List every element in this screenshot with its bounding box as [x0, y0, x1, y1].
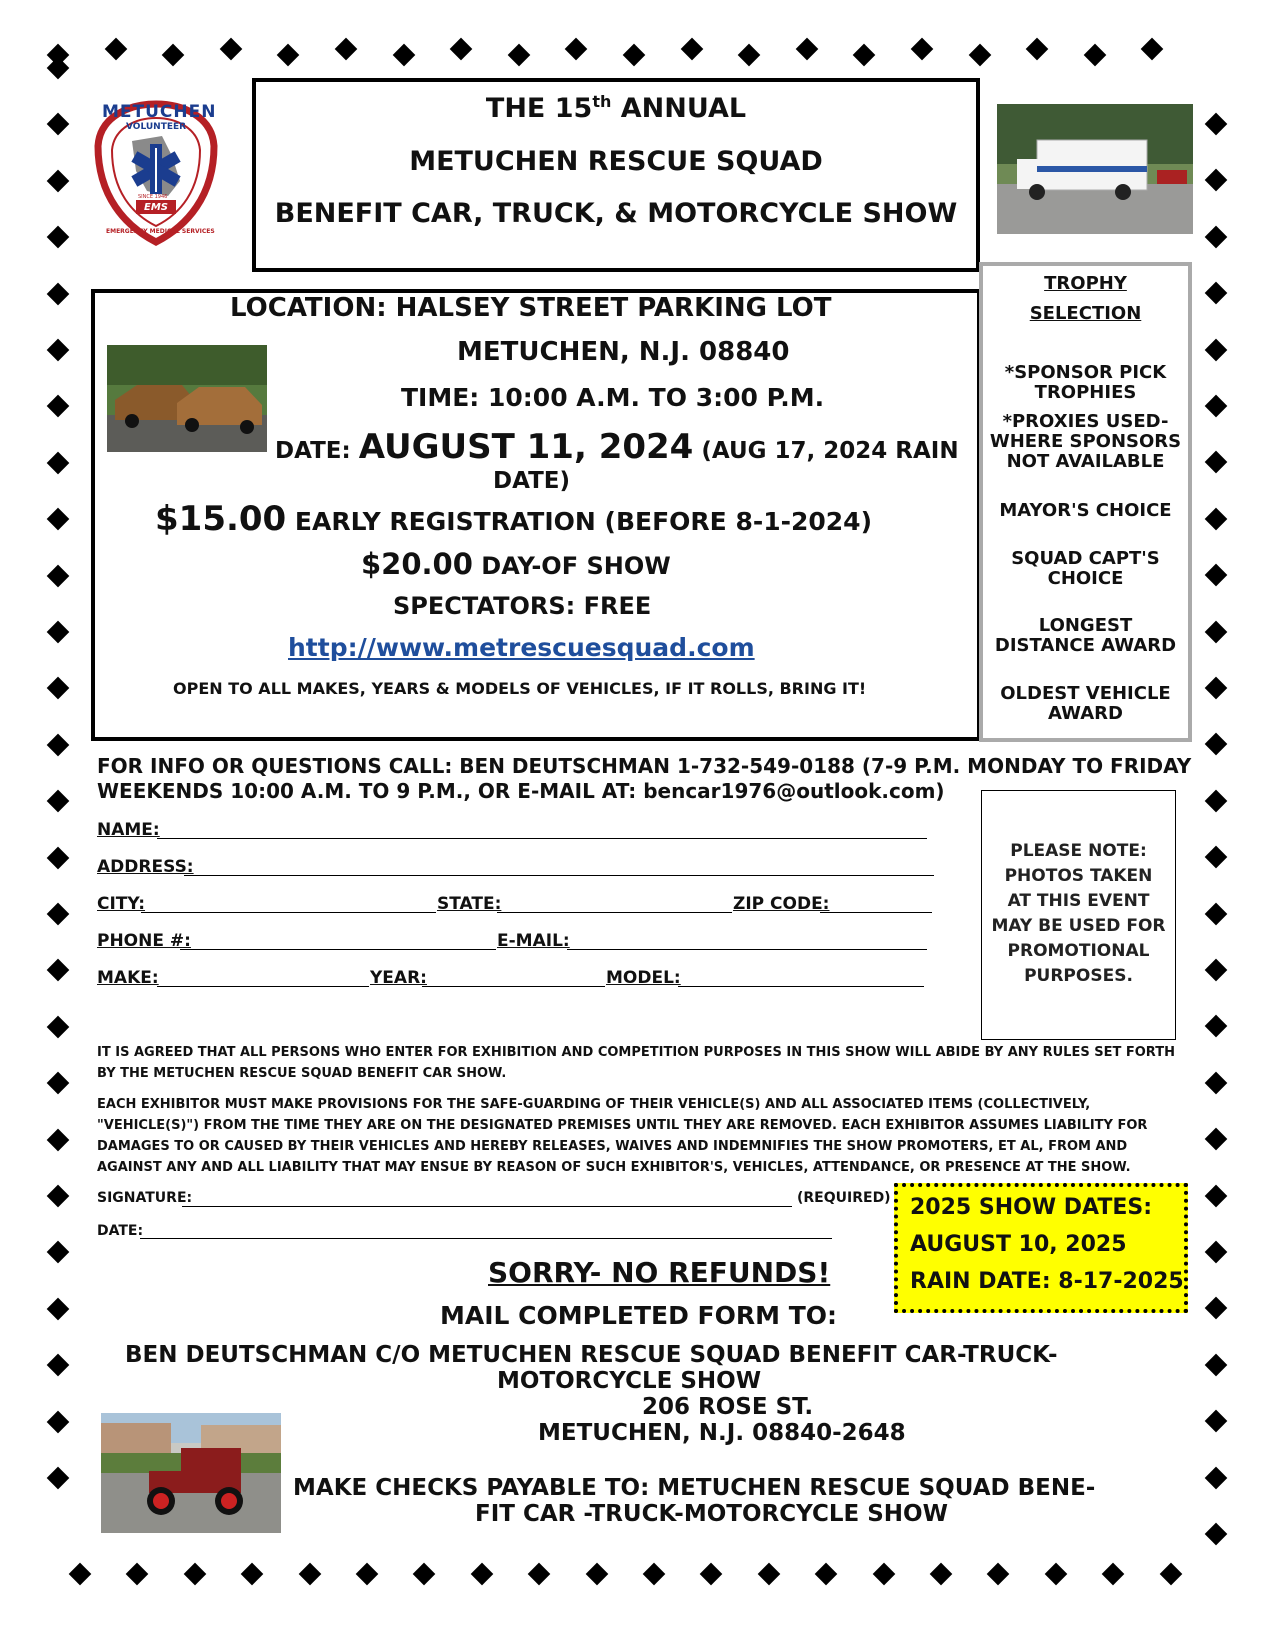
border-diamond [241, 1563, 264, 1586]
border-diamond [1205, 113, 1228, 136]
trophy-item: *SPONSOR PICK TROPHIES [1004, 362, 1167, 403]
border-diamond [1205, 1523, 1228, 1546]
phone-field[interactable] [180, 949, 496, 950]
border-diamond [1205, 1128, 1228, 1151]
border-diamond [680, 38, 703, 61]
day-of-show [361, 547, 671, 581]
model-field[interactable] [678, 986, 924, 987]
border-diamond [1141, 38, 1164, 61]
border-diamond [47, 1072, 70, 1095]
border-diamond [392, 44, 415, 67]
border-diamond [47, 790, 70, 813]
border-diamond [413, 1563, 436, 1586]
trophy-item: LONGEST DISTANCE AWARD [994, 615, 1177, 656]
spectators-line: SPECTATORS: FREE [393, 592, 652, 620]
early-registration [155, 499, 872, 539]
logo-since: SINCE 1946 [138, 194, 168, 200]
day-text: DAY-OF SHOW [472, 552, 671, 580]
note-line: MAY BE USED FOR [991, 916, 1166, 936]
border-diamond [1205, 1015, 1228, 1038]
model-label: MODEL: [606, 968, 681, 988]
border-diamond [643, 1563, 666, 1586]
border-diamond [47, 57, 70, 80]
border-diamond [47, 113, 70, 136]
border-diamond [126, 1563, 149, 1586]
open-to-all-line: OPEN TO ALL MAKES, YEARS & MODELS OF VEHICLES, IF IT ROLLS, BRING IT! [173, 679, 867, 698]
border-diamond [47, 1410, 70, 1433]
border-diamond [47, 282, 70, 305]
dates-2025-title: 2025 SHOW DATES: [910, 1195, 1153, 1220]
note-line: AT THIS EVENT [1007, 891, 1150, 911]
border-diamond [47, 451, 70, 474]
border-diamond [1205, 1297, 1228, 1320]
border-diamond [1205, 169, 1228, 192]
title-line-3: BENEFIT CAR, TRUCK, & MOTORCYCLE SHOW [274, 198, 958, 229]
border-diamond [738, 44, 761, 67]
border-diamond [1102, 1563, 1125, 1586]
border-diamond [1205, 282, 1228, 305]
state-field[interactable] [497, 912, 732, 913]
date-label: DATE: [275, 438, 359, 464]
time-line: TIME: 10:00 A.M. TO 3:00 P.M. [401, 383, 825, 412]
date-main: AUGUST 11, 2024 [358, 427, 694, 467]
border-diamond [183, 1563, 206, 1586]
border-diamond [1205, 789, 1228, 812]
checks-payable-2: FIT CAR -TRUCK-MOTORCYCLE SHOW [475, 1501, 948, 1527]
border-diamond [1205, 1184, 1228, 1207]
checks-payable-1: MAKE CHECKS PAYABLE TO: METUCHEN RESCUE SQUAD BENE- [293, 1475, 1096, 1501]
contact-line-2: WEEKENDS 10:00 A.M. TO 9 P.M., OR E-MAIL AT: bencar1976@outlook.com) [97, 779, 945, 803]
border-diamond [1205, 959, 1228, 982]
border-diamond [1205, 395, 1228, 418]
border-diamond [585, 1563, 608, 1586]
mail-address-1: BEN DEUTSCHMAN C/O METUCHEN RESCUE SQUAD BENEFIT CAR-TRUCK- [125, 1342, 1058, 1368]
border-diamond [47, 564, 70, 587]
trophy-item: OLDEST VEHICLE AWARD [1000, 683, 1171, 724]
ambulance-photo [997, 104, 1193, 234]
border-diamond [470, 1563, 493, 1586]
name-label: NAME: [97, 820, 160, 840]
address-label: ADDRESS: [97, 857, 194, 877]
zip-label: ZIP CODE: [733, 894, 830, 914]
signature-required: (REQUIRED) [797, 1190, 891, 1206]
classic-cars-photo [107, 345, 267, 452]
border-diamond [47, 1185, 70, 1208]
border-diamond [47, 508, 70, 531]
border-diamond [298, 1563, 321, 1586]
phone-label: PHONE #: [97, 931, 191, 951]
border-diamond [1205, 1353, 1228, 1376]
mail-to-heading: MAIL COMPLETED FORM TO: [440, 1301, 838, 1330]
make-label: MAKE: [97, 968, 159, 988]
note-line: PROMOTIONAL [1007, 941, 1150, 961]
border-diamond [47, 169, 70, 192]
border-diamond [528, 1563, 551, 1586]
address-field[interactable] [184, 875, 934, 876]
metuchen-ems-logo [92, 96, 220, 246]
note-line: PHOTOS TAKEN [1004, 866, 1153, 886]
border-diamond [1205, 451, 1228, 474]
date-label: DATE: [97, 1223, 144, 1239]
email-label: E-MAIL: [497, 931, 570, 951]
day-price: $20.00 [361, 547, 473, 581]
border-diamond [162, 44, 185, 67]
border-diamond [47, 846, 70, 869]
title-line-2: METUCHEN RESCUE SQUAD [409, 146, 823, 177]
border-diamond [815, 1563, 838, 1586]
logo-bottom-text: EMERGENCY MEDICAL SERVICES [106, 228, 215, 235]
border-diamond [1205, 846, 1228, 869]
border-diamond [1159, 1563, 1182, 1586]
signature-label: SIGNATURE: [97, 1190, 193, 1206]
border-diamond [1205, 1241, 1228, 1264]
trophy-title-1: TROPHY [1044, 273, 1127, 294]
border-diamond [968, 44, 991, 67]
border-diamond [1205, 1410, 1228, 1433]
title-line-1 [256, 92, 976, 124]
trophy-selection-box [979, 262, 1192, 742]
border-diamond [853, 44, 876, 67]
trophy-item: *PROXIES USED-WHERE SPONSORS NOT AVAILABLE [989, 411, 1182, 472]
border-diamond [47, 1015, 70, 1038]
border-diamond [47, 339, 70, 362]
mail-address-4: METUCHEN, N.J. 08840-2648 [538, 1420, 906, 1446]
show-dates-2025-box [894, 1183, 1188, 1313]
signature-field[interactable] [182, 1206, 792, 1207]
border-diamond [335, 38, 358, 61]
year-label: YEAR: [370, 968, 427, 988]
border-diamond [47, 959, 70, 982]
dates-2025-rain-date: RAIN DATE: 8-17-2025 [910, 1269, 1184, 1294]
trophy-item: SQUAD CAPT'S CHOICE [1011, 548, 1160, 589]
dates-2025-show-date: AUGUST 10, 2025 [910, 1232, 1127, 1257]
border-diamond [1205, 1071, 1228, 1094]
make-field[interactable] [157, 986, 369, 987]
city-field[interactable] [141, 912, 436, 913]
border-diamond [47, 733, 70, 756]
logo-badge: EMS [144, 202, 168, 213]
border-diamond [47, 903, 70, 926]
trophy-item: MAYOR'S CHOICE [999, 500, 1172, 521]
no-refunds: SORRY- NO REFUNDS! [488, 1256, 831, 1289]
border-diamond [565, 38, 588, 61]
location-line: LOCATION: HALSEY STREET PARKING LOT [230, 293, 832, 323]
border-diamond [1205, 1466, 1228, 1489]
border-diamond [47, 1128, 70, 1151]
state-label: STATE: [437, 894, 502, 914]
zip-field[interactable] [820, 912, 932, 913]
city-label: CITY: [97, 894, 146, 914]
border-diamond [1026, 38, 1049, 61]
mail-address-3: 206 ROSE ST. [642, 1394, 814, 1420]
year-field[interactable] [422, 986, 605, 987]
agreement-paragraph: IT IS AGREED THAT ALL PERSONS WHO ENTER FOR EXHIBITION AND COMPETITION PURPOSES IN THIS SHOW WILL ABIDE BY ANY RULES SET FORTH BY THE METUCHEN RESCUE SQUAD BENEFIT CAR SHOW. [97, 1045, 1175, 1081]
contact-line-1: FOR INFO OR QUESTIONS CALL: BEN DEUTSCHMAN 1-732-549-0188 (7-9 P.M. MONDAY TO FRIDAY [97, 754, 1192, 778]
trophy-title-2: SELECTION [1029, 303, 1142, 324]
border-diamond [1205, 225, 1228, 248]
title-line-1-text: THE 15 [485, 93, 593, 124]
date-line [275, 427, 959, 467]
date-rain-2: DATE) [493, 468, 571, 494]
border-diamond [757, 1563, 780, 1586]
border-diamond [911, 38, 934, 61]
border-diamond [795, 38, 818, 61]
mail-address-2: MOTORCYCLE SHOW [497, 1368, 762, 1394]
border-diamond [47, 1354, 70, 1377]
border-diamond [930, 1563, 953, 1586]
website-link[interactable]: http://www.metrescuesquad.com [288, 633, 755, 662]
border-diamond [450, 38, 473, 61]
border-diamond [47, 621, 70, 644]
border-diamond [1205, 564, 1228, 587]
border-diamond [1205, 338, 1228, 361]
title-box [252, 78, 980, 272]
title-annual: ANNUAL [611, 93, 747, 124]
logo-sub-text: VOLUNTEER [126, 122, 187, 132]
border-diamond [47, 226, 70, 249]
border-diamond [47, 1241, 70, 1264]
note-line: PLEASE NOTE: [1010, 841, 1147, 861]
border-diamond [507, 44, 530, 67]
border-diamond [277, 44, 300, 67]
border-diamond [47, 395, 70, 418]
antique-car-photo [101, 1413, 281, 1533]
early-text: EARLY REGISTRATION (BEFORE 8-1-2024) [286, 507, 872, 536]
border-diamond [623, 44, 646, 67]
early-price: $15.00 [155, 499, 287, 539]
photo-note-box [981, 790, 1176, 1040]
border-diamond [1205, 677, 1228, 700]
border-diamond [1083, 44, 1106, 67]
email-field[interactable] [567, 949, 927, 950]
border-diamond [1205, 620, 1228, 643]
border-diamond [987, 1563, 1010, 1586]
border-diamond [104, 38, 127, 61]
border-diamond [356, 1563, 379, 1586]
border-diamond [872, 1563, 895, 1586]
border-diamond [47, 677, 70, 700]
name-field[interactable] [157, 838, 927, 839]
border-diamond [47, 1297, 70, 1320]
border-diamond [1205, 733, 1228, 756]
date-rain: (AUG 17, 2024 RAIN [693, 438, 959, 464]
liability-paragraph: EACH EXHIBITOR MUST MAKE PROVISIONS FOR THE SAFE-GUARDING OF THEIR VEHICLE(S) AND ALL ASSOCIATED ITEMS (COLLECTIVELY, "VEHICLE(S)") FROM THE TIME THEY ARE ON THE DESIGNATED PREMISES UNTIL THEY ARE REMOVED. EACH EXHIBITOR ASSUMES LIABILITY FOR DAMAGES TO OR CAUSED BY THEIR VEHICLES AND HEREBY RELEASES, WAIVES AND INDEMNIFIES THE SHOW PROMOTERS, ET AL, FROM AND AGAINST ANY AND ALL LIABILITY THAT MAY ENSUE BY REASON OF SUCH EXHIBITOR'S, VEHICLES, ATTENDANCE, OR PRESENCE AT THE SHOW. [97, 1097, 1148, 1175]
photo-note-text [982, 839, 1175, 989]
city-line: METUCHEN, N.J. 08840 [457, 337, 790, 367]
border-diamond [69, 1563, 92, 1586]
border-diamond [219, 38, 242, 61]
title-ordinal-suffix: th [592, 92, 612, 111]
note-line: PURPOSES. [1024, 966, 1133, 986]
logo-top-text: METUCHEN [102, 102, 217, 122]
border-diamond [47, 1467, 70, 1490]
border-diamond [1205, 902, 1228, 925]
border-diamond [1205, 507, 1228, 530]
border-diamond [1044, 1563, 1067, 1586]
date-field[interactable] [140, 1238, 832, 1239]
border-diamond [700, 1563, 723, 1586]
